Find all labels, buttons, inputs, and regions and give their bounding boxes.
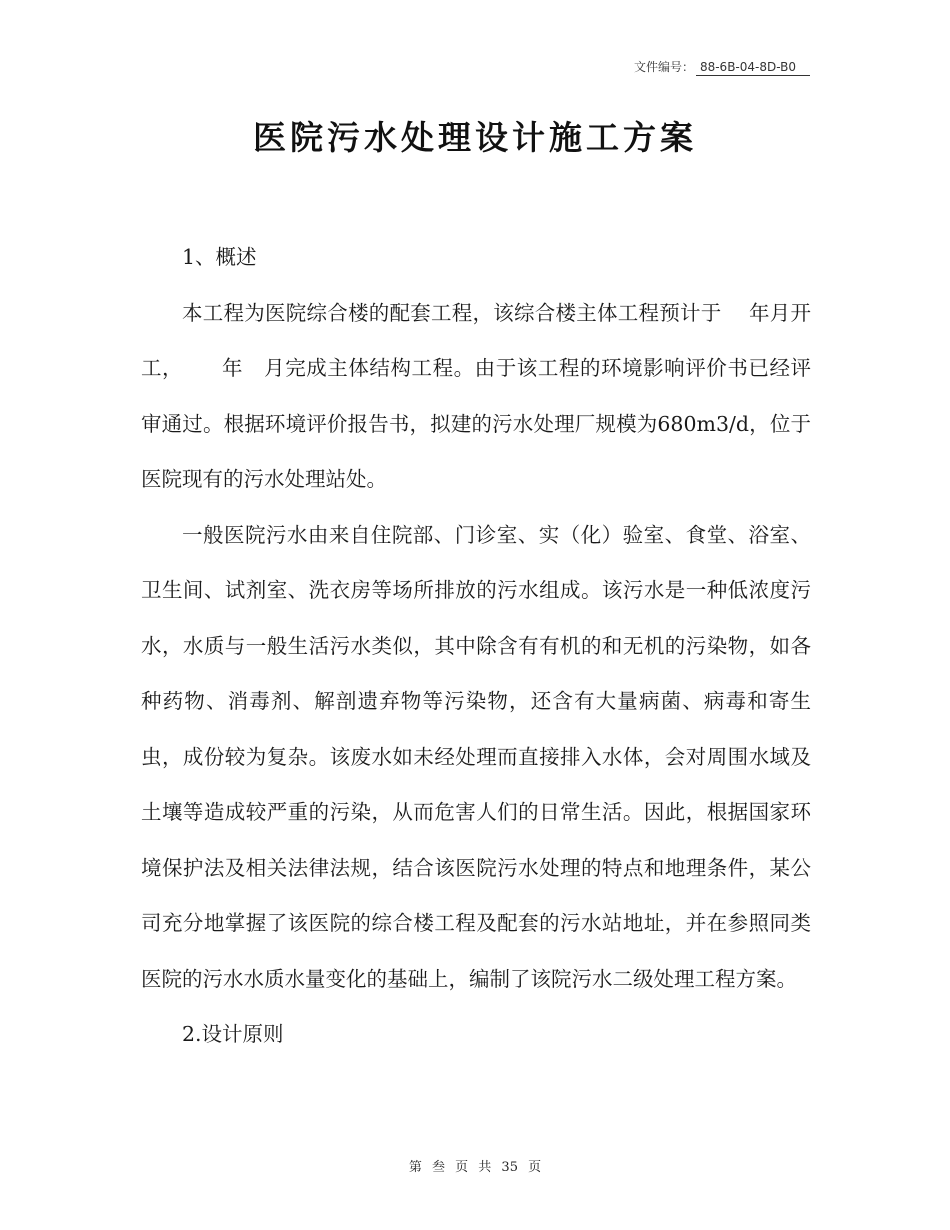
page-title: 医院污水处理设计施工方案	[253, 118, 697, 157]
document-number-value: 88-6B-04-8D-B0	[696, 60, 810, 76]
section-heading-overview: 1、概述	[182, 245, 257, 269]
section-heading-design-principles: 2.设计原则	[182, 1022, 284, 1046]
paragraph-project-intro: 本工程为医院综合楼的配套工程，该综合楼主体工程预计于 年月开工， 年 月完成主体结构工程。由于该工程的环境影响评价书已经评审通过。根据环境评价报告书，拟建的污水处理厂规模为680m3/d，位于医院现有的污水处理站处。	[141, 300, 811, 491]
document-body	[141, 230, 811, 1063]
page-footer: 第 叁 页 共 35 页	[408, 1160, 542, 1175]
document-number-label: 文件编号：	[633, 60, 694, 74]
document-number	[634, 58, 810, 76]
paragraph-wastewater-description: 一般医院污水由来自住院部、门诊室、实（化）验室、食堂、浴室、卫生间、试剂室、洗衣房等场所排放的污水组成。该污水是一种低浓度污水，水质与一般生活污水类似，其中除含有有机的和无机的污染物，如各种药物、消毒剂、解剖遗弃物等污染物，还含有大量病菌、病毒和寄生虫，成份较为复杂。该废水如未经处理而直接排入水体，会对周围水域及土壤等造成较严重的污染，从而危害人们的日常生活。因此，根据国家环境保护法及相关法律法规，结合该医院污水处理的特点和地理条件，某公司充分地掌握了该医院的综合楼工程及配套的污水站地址，并在参照同类医院的污水水质水量变化的基础上，编制了该院污水二级处理工程方案。	[141, 522, 811, 991]
